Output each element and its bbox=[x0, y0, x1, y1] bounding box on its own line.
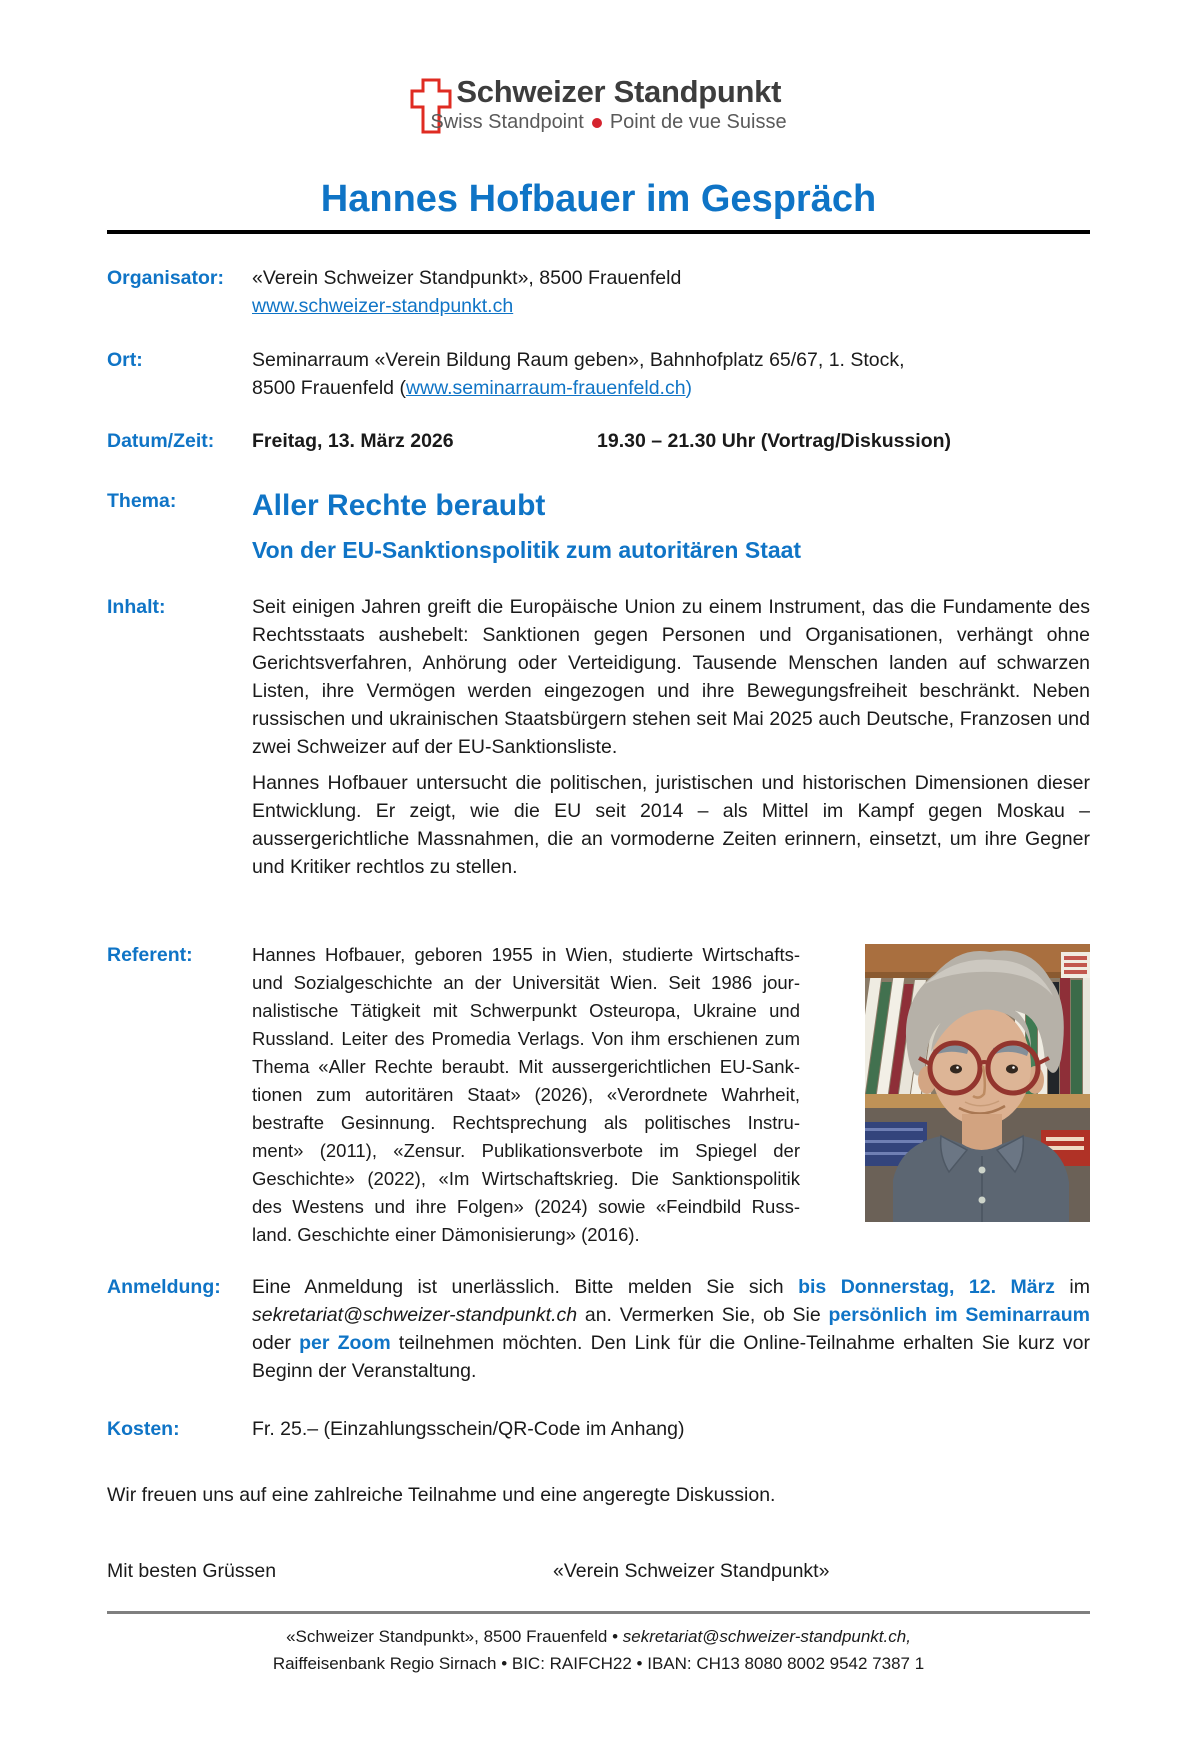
red-dot-icon bbox=[592, 118, 602, 128]
logo bbox=[107, 73, 1090, 140]
greeting-row bbox=[107, 1557, 1090, 1585]
referent-bio-line: nalistische Tätigkeit mit Schwerpunkt Osteuropa, Ukraine und bbox=[252, 1000, 800, 1021]
anmeldung-label: Anmeldung: bbox=[107, 1276, 221, 1298]
kosten-text: Fr. 25.– (Einzahlungsschein/QR-Code im Anhang) bbox=[252, 1418, 685, 1440]
row-kosten bbox=[107, 1415, 1090, 1443]
referent-bio-line: des Westens und ihre Folgen» (2024) sowie «Feindbild Russ- bbox=[252, 1196, 800, 1217]
logo-subtitle bbox=[430, 111, 786, 134]
thema-label: Thema: bbox=[107, 490, 177, 512]
row-referent bbox=[107, 941, 1090, 1251]
greeting-text: Mit besten Grüssen bbox=[107, 1560, 277, 1582]
row-organisator bbox=[107, 264, 1090, 320]
signature-text: «Verein Schweizer Standpunkt» bbox=[553, 1560, 830, 1582]
ort-label: Ort: bbox=[107, 349, 143, 371]
row-anmeldung bbox=[107, 1273, 1090, 1385]
referent-photo bbox=[865, 944, 1090, 1222]
ort-line1: Seminarraum «Verein Bildung Raum geben», Bahnhofplatz 65/67, 1. Stock, bbox=[252, 349, 905, 371]
referent-bio-line: und Sozialgeschichte an der Universität Wien. Seit 1986 jour- bbox=[252, 972, 800, 993]
row-datum-zeit bbox=[107, 427, 1090, 455]
kosten-label: Kosten: bbox=[107, 1418, 180, 1440]
inhalt-paragraph-2: Hannes Hofbauer untersucht die politischen, juristischen und historischen Dimensionen dieser Entwicklung. Er zeigt, wie die EU seit 2014 – als Mittel im Kampf gegen Moskau – aussergerichtliche Massnahmen, die an vormoderne Zeiten erinnern, einsetzt, um ihre Gegner und Kritiker rechtlos zu stellen. bbox=[252, 772, 1090, 878]
thema-heading: Aller Rechte beraubt bbox=[252, 489, 546, 522]
referent-bio-line: Geschichte» (2022), «Im Wirtschaftskrieg. Die Sanktionspolitik bbox=[252, 1168, 800, 1189]
inhalt-label: Inhalt: bbox=[107, 596, 166, 618]
organisator-website-link[interactable]: www.schweizer-standpunkt.ch bbox=[252, 295, 514, 317]
thema-subheading: Von der EU-Sanktionspolitik zum autoritären Staat bbox=[252, 537, 802, 563]
inhalt-paragraph-1: Seit einigen Jahren greift die Europäische Union zu einem Instrument, das die Fundamente des Rechtsstaats aushebelt: Sanktionen gegen Personen und Organisationen, verhängt ohne Gerichtsverfahren, Anhörung oder Verteidigung. Tausende Menschen landen auf schwarzen Listen, ihre Vermögen werden eingezogen und ihre Bewegungsfreiheit beschränkt. Neben russischen und ukrainischen Staatsbürgern stehen seit Mai 2025 auch Deutsche, Franzosen und zwei Schweizer auf der EU-Sanktionsliste. bbox=[252, 596, 1090, 758]
referent-bio-line: Hannes Hofbauer, geboren 1955 in Wien, studierte Wirtschafts- bbox=[252, 944, 800, 965]
logo-brand-text: Schweizer Standpunkt bbox=[456, 74, 782, 109]
referent-bio bbox=[252, 941, 800, 1249]
row-inhalt bbox=[107, 593, 1090, 881]
title-divider bbox=[107, 230, 1090, 234]
footer-divider bbox=[107, 1611, 1090, 1614]
seminarraum-website-link[interactable]: www.seminarraum-frauenfeld.ch bbox=[405, 377, 686, 399]
organisator-label: Organisator: bbox=[107, 267, 225, 289]
logo-subtitle-left: Swiss Standpoint bbox=[430, 111, 584, 133]
logo-subtitle-right: Point de vue Suisse bbox=[609, 111, 787, 133]
footer bbox=[107, 1623, 1090, 1677]
referent-bio-line: ment» (2011), «Zensur. Publikationsverbote im Spiegel der bbox=[252, 1140, 800, 1161]
referent-bio-line: Russland. Leiter des Promedia Verlags. Von ihm erschienen zum bbox=[252, 1028, 800, 1049]
row-ort bbox=[107, 346, 1090, 402]
closing-line: Wir freuen uns auf eine zahlreiche Teilnahme und eine angeregte Diskussion. bbox=[107, 1484, 776, 1506]
row-thema bbox=[107, 487, 1090, 565]
datum-zeit-label: Datum/Zeit: bbox=[107, 430, 215, 452]
footer-line-2: Raiffeisenbank Regio Sirnach • BIC: RAIFCH22 • IBAN: CH13 8080 8002 9542 7387 1 bbox=[272, 1654, 925, 1673]
referent-bio-line: Thema «Aller Rechte beraubt. Mit aussergerichtlichen EU-Sank- bbox=[252, 1056, 800, 1077]
event-time: 19.30 – 21.30 Uhr (Vortrag/Diskussion) bbox=[597, 430, 952, 452]
event-date: Freitag, 13. März 2026 bbox=[252, 430, 454, 452]
ort-line2: 8500 Frauenfeld (www.seminarraum-frauenfeld.ch) bbox=[252, 377, 693, 399]
referent-label: Referent: bbox=[107, 944, 193, 966]
flyer-page bbox=[0, 73, 1190, 1677]
organisator-line: «Verein Schweizer Standpunkt», 8500 Frauenfeld bbox=[252, 267, 682, 289]
referent-bio-line: bestrafte Gesinnung. Rechtsprechung als politisches Instru- bbox=[252, 1112, 800, 1133]
page-title: Hannes Hofbauer im Gespräch bbox=[320, 178, 877, 220]
referent-bio-line: land. Geschichte einer Dämonisierung» (2016). bbox=[252, 1224, 640, 1245]
footer-line-1: «Schweizer Standpunkt», 8500 Frauenfeld • sekretariat@schweizer-standpunkt.ch, bbox=[286, 1627, 911, 1646]
referent-bio-line: tionen zum autoritären Staat» (2026), «Verordnete Wahrheit, bbox=[252, 1084, 800, 1105]
anmeldung-text: Eine Anmeldung ist unerlässlich. Bitte melden Sie sich bis Donnerstag, 12. März im sekretariat@schweizer-standpunkt.ch an. Vermerken Sie, ob Sie persönlich im Seminarraum oder per Zoom teilnehmen möchten. Den Link für die Online-Teilnahme erhalten Sie kurz vor Beginn der Veranstaltung. bbox=[252, 1276, 1091, 1382]
